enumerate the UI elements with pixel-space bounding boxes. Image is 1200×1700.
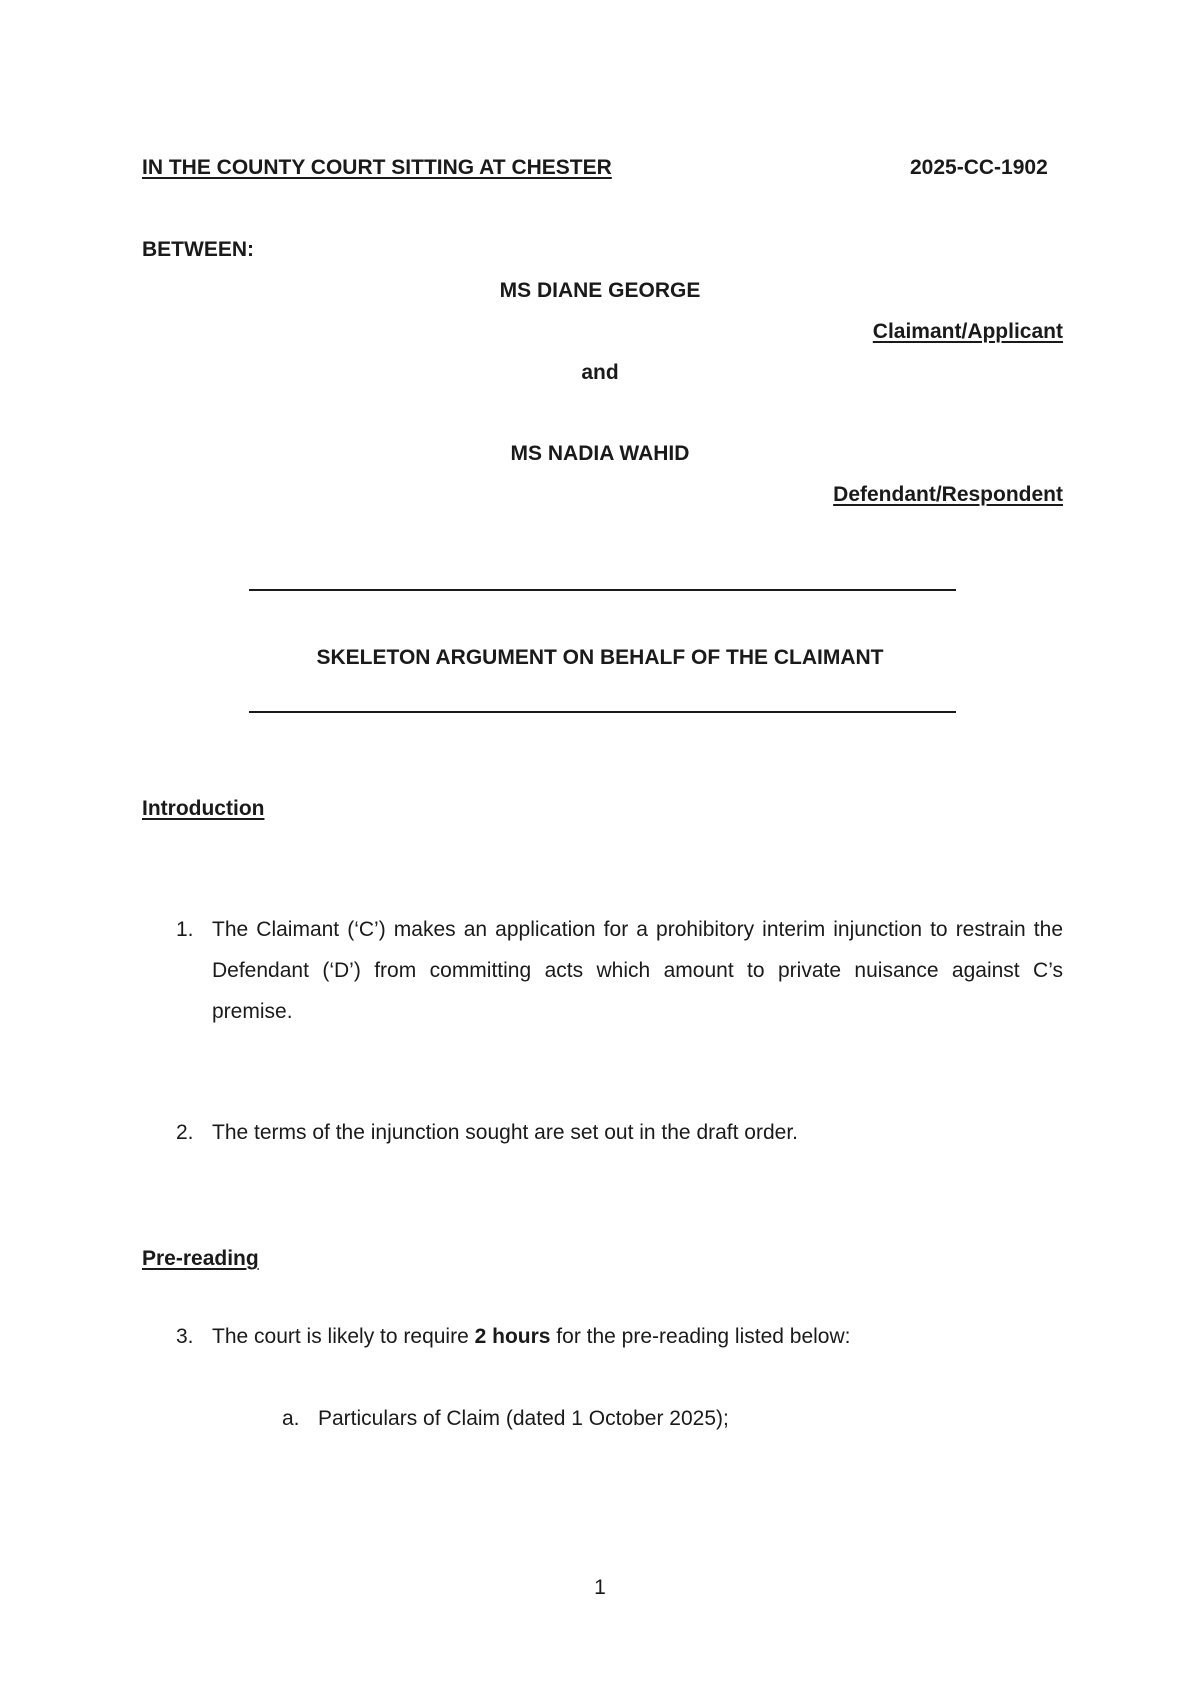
paragraph-3-text-after: for the pre-reading listed below:	[550, 1325, 851, 1348]
defendant-role: Defendant/Respondent	[833, 483, 1063, 506]
claimant-role: Claimant/Applicant	[872, 320, 1063, 343]
paragraph-1-text: The Claimant (‘C’) makes an application for a prohibitory interim injunction to restrain the Defendant (‘D’) from committing acts which amount to private nuisance against C’s premise.	[212, 918, 1063, 1023]
paragraph-2-text: The terms of the injunction sought are set out in the draft order.	[212, 1121, 799, 1144]
court-title: IN THE COUNTY COURT SITTING AT CHESTER	[142, 156, 612, 179]
conjunction-and: and	[581, 361, 619, 384]
between-label: BETWEEN:	[142, 238, 254, 261]
pre-reading-item-a-letter: a.	[282, 1407, 300, 1430]
paragraph-2-number: 2.	[176, 1121, 194, 1144]
page-number: 1	[594, 1576, 606, 1599]
paragraph-3-text	[212, 1316, 1063, 1357]
pre-reading-item-a-text: Particulars of Claim (dated 1 October 2025);	[318, 1407, 729, 1430]
claimant-name: MS DIANE GEORGE	[499, 279, 701, 302]
paragraph-3-duration: 2 hours	[474, 1325, 551, 1348]
title-rule-top	[249, 589, 956, 591]
case-number: 2025-CC-1902	[910, 156, 1048, 179]
document-title: SKELETON ARGUMENT ON BEHALF OF THE CLAIMANT	[316, 646, 884, 669]
paragraph-3-number: 3.	[176, 1325, 194, 1348]
paragraph-1-number: 1.	[176, 918, 194, 941]
title-rule-bottom	[249, 711, 956, 713]
introduction-heading: Introduction	[142, 797, 265, 820]
defendant-name: MS NADIA WAHID	[510, 442, 690, 465]
pre-reading-heading: Pre-reading	[142, 1247, 259, 1270]
paragraph-3-text-before: The court is likely to require	[212, 1325, 475, 1348]
